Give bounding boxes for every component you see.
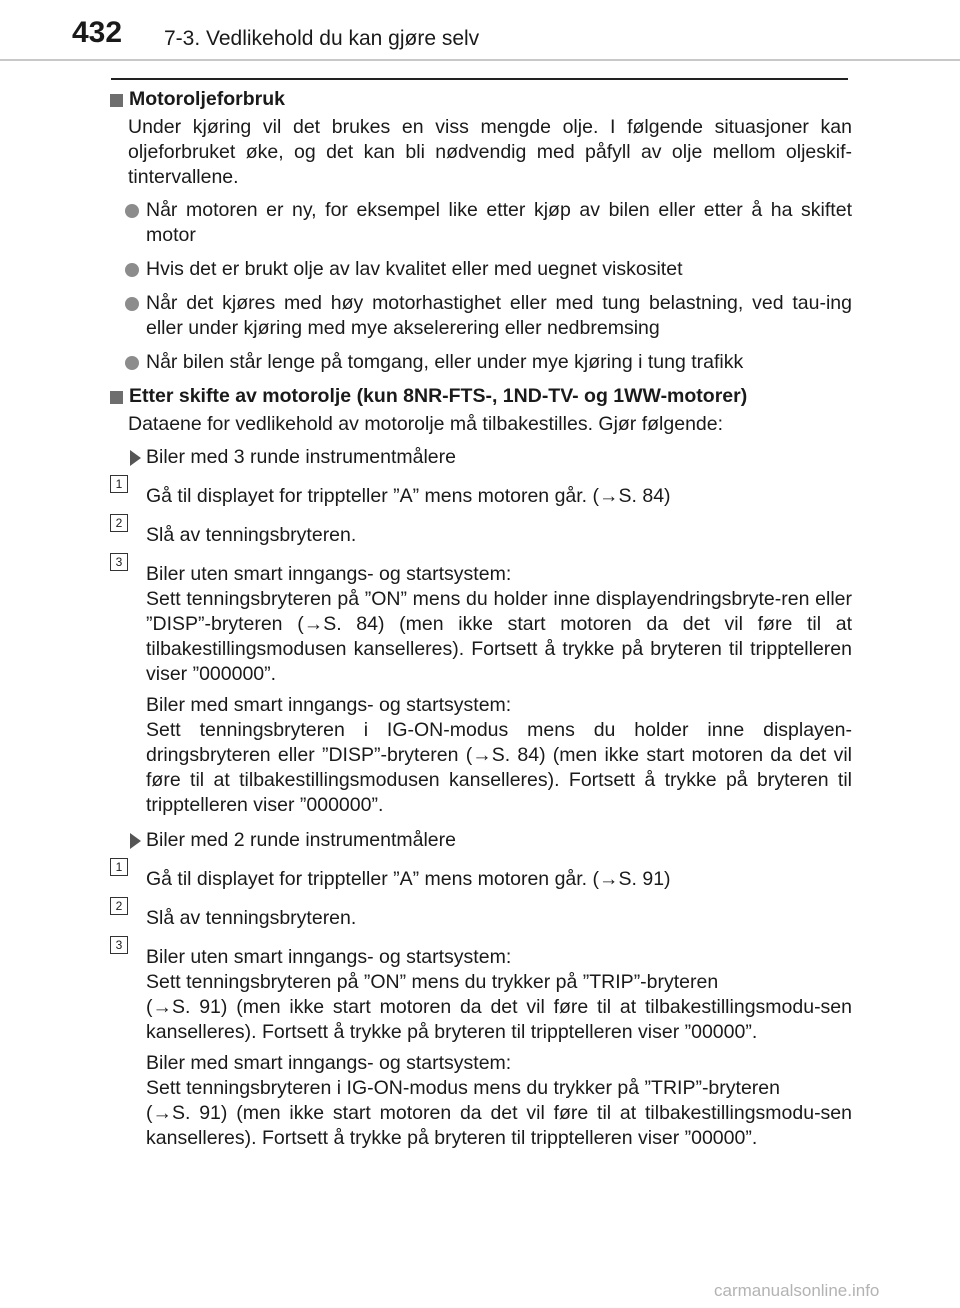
watermark-text: carmanualsonline.info: [714, 1281, 880, 1300]
step-item: 3 Biler uten smart inngangs- og startsystem: Sett tenningsbryteren på ”ON” mens du trykker på ”TRIP”-bryteren (→S. 91) (men ikke start motoren da det vil føre til at tilbakestillingsmodu-sen kanselleres). Fortsett å trykke på bryteren til tripptelleren viser ”00000”.: [110, 945, 852, 1045]
circle-bullet-icon: [125, 297, 139, 311]
section-title: 7-3. Vedlikehold du kan gjøre selv: [164, 27, 480, 50]
step-number-box: 3: [110, 553, 128, 571]
page-header: [0, 0, 960, 60]
step-item: 2 Slå av tenningsbryteren.: [110, 523, 852, 548]
step-item: 3 Biler uten smart inngangs- og startsystem: Sett tenningsbryteren på ”ON” mens du holder inne displayendringsbryte-ren eller ”DISP”-bryteren (→S. 84) (men ikke start motoren da det vil føre til at tilbakestillingsmodusen kanselleres). Fortsett å trykke på bryteren til tripptelleren viser ”000000”.: [110, 562, 852, 687]
step-paragraph: Biler med smart inngangs- og startsystem: Sett tenningsbryteren i IG-ON-modus mens du holder inne displayen-dringsbryteren eller ”DISP”-bryteren (→S. 84) (men ikke start motoren da det vil føre til at tilbakestillingsmodusen kanselleres). Fortsett å trykke på bryteren til tripptelleren viser ”000000”.: [146, 694, 852, 816]
square-bullet-icon: [110, 94, 123, 107]
list-item: Når det kjøres med høy motorhastighet eller med tung belastning, ved tau-ing eller under kjøring med mye akselerering eller nedbremsing: [110, 291, 852, 341]
page-number: 432: [72, 16, 123, 49]
step-number-box: 2: [110, 897, 128, 915]
list-item: Når motoren er ny, for eksempel like etter kjøp av bilen eller etter å ha skiftet motor: [110, 198, 852, 248]
step-number-box: 1: [110, 858, 128, 876]
circle-bullet-icon: [125, 263, 139, 277]
step-item: 1 Gå til displayet for trippteller ”A” mens motoren går. (→S. 91): [110, 867, 852, 892]
header-divider: [0, 59, 960, 61]
square-bullet-icon: [110, 391, 123, 404]
step-item: 2 Slå av tenningsbryteren.: [110, 906, 852, 931]
list-item: Hvis det er brukt olje av lav kvalitet eller med uegnet viskositet: [110, 257, 852, 282]
circle-bullet-icon: [125, 356, 139, 370]
subheading-3-gauges: Biler med 3 runde instrumentmålere: [110, 445, 852, 470]
list-item: Når bilen står lenge på tomgang, eller under mye kjøring i tung trafikk: [110, 350, 852, 375]
step-item: 1 Gå til displayet for trippteller ”A” mens motoren går. (→S. 84): [110, 484, 852, 509]
triangle-pointer-icon: [130, 450, 141, 466]
step-number-box: 2: [110, 514, 128, 532]
page-content: [110, 87, 852, 1161]
oil-consumption-intro: Under kjøring vil det brukes en viss mengde olje. I følgende situasjoner kan oljeforbruket øke, og det kan bli nødvendig med påfyll av olje mellom oljeskif-tintervallene.: [128, 116, 852, 188]
triangle-pointer-icon: [130, 833, 141, 849]
step-paragraph: Biler med smart inngangs- og startsystem: Sett tenningsbryteren i IG-ON-modus mens du trykker på ”TRIP”-bryteren (→S. 91) (men ikke start motoren da det vil føre til at tilbakestillingsmodu-sen kanselleres). Fortsett å trykke på bryteren til tripptelleren viser ”00000”.: [146, 1052, 852, 1149]
circle-bullet-icon: [125, 204, 139, 218]
heading-oil-change: Etter skifte av motorolje (kun 8NR-FTS-, 1ND-TV- og 1WW-motorer): [110, 384, 852, 409]
oil-change-intro: Dataene for vedlikehold av motorolje må tilbakestilles. Gjør følgende:: [128, 413, 724, 435]
heading-oil-consumption: Motoroljeforbruk: [110, 87, 852, 112]
content-top-rule: [111, 78, 848, 80]
subheading-2-gauges: Biler med 2 runde instrumentmålere: [110, 828, 852, 853]
step-number-box: 3: [110, 936, 128, 954]
step-number-box: 1: [110, 475, 128, 493]
